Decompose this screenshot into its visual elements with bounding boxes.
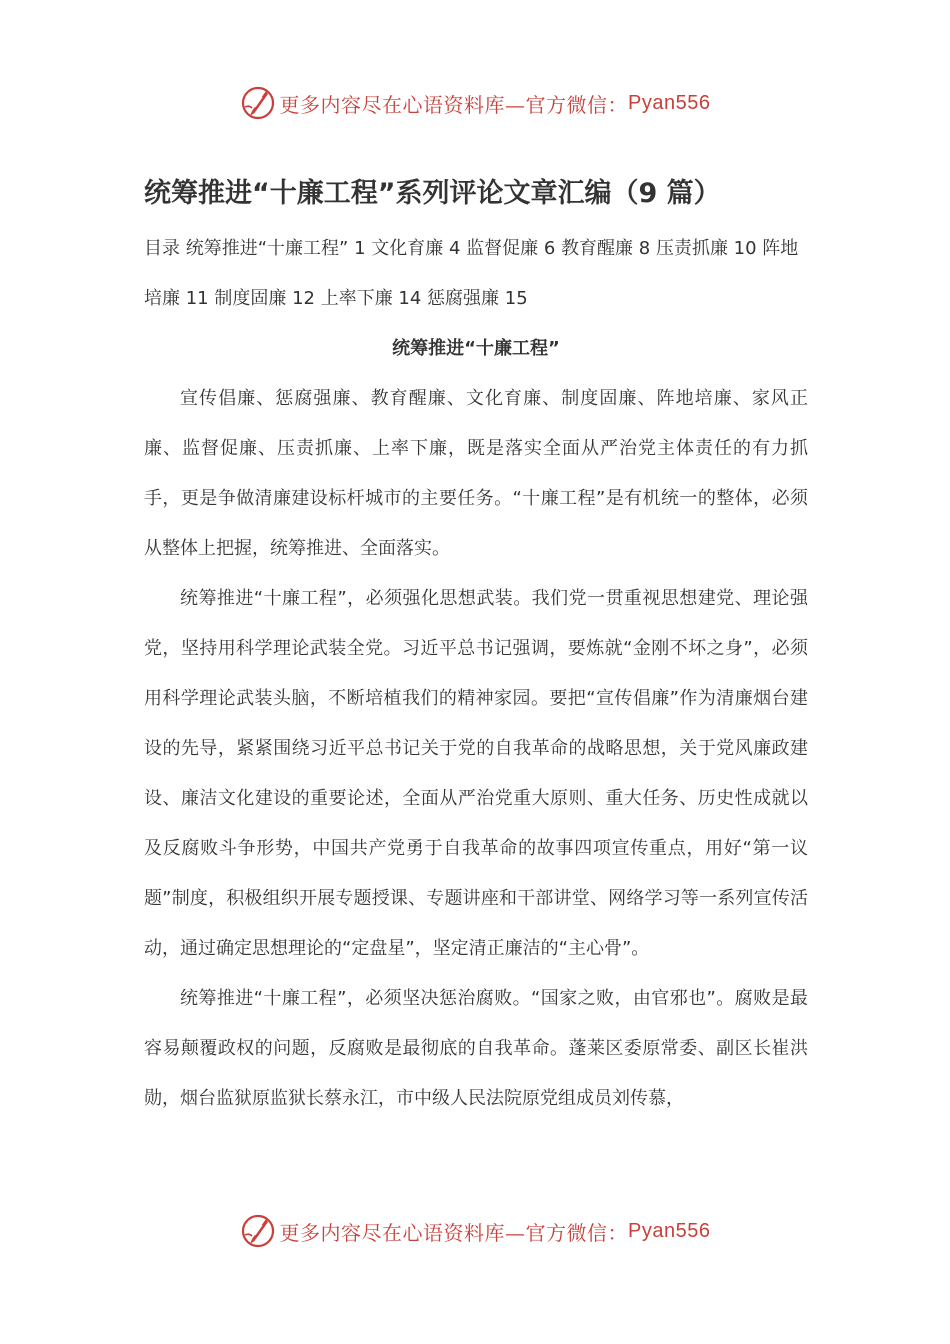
paragraph-2: 统筹推进“十廉工程”，必须强化思想武装。我们党一贯重视思想建党、理论强党，坚持用科学理论武装全党。习近平总书记强调，要炼就“金刚不坏之身”，必须用科学理论武装头脑，不断培植我们的精神家园。要把“宣传倡廉”作为清廉烟台建设的先导，紧紧围绕习近平总书记关于党的自我革命的战略思想，关于党风廉政建设、廉洁文化建设的重要论述，全面从严治党重大原则、重大任务、历史性成就以及反腐败斗争形势，中国共产党勇于自我革命的故事四项宣传重点，用好“第一议题”制度，积极组织开展专题授课、专题讲座和干部讲堂、网络学习等一系列宣传活动，通过确定思想理论的“定盘星”，坚定清正廉洁的“主心骨”。	[144, 588, 808, 959]
watermark-wechat-id: Pyan556	[628, 91, 711, 114]
watermark-banner-top	[0, 80, 950, 126]
paragraph-1: 宣传倡廉、惩腐强廉、教育醒廉、文化育廉、制度固廉、阵地培廉、家风正廉、监督促廉、压责抓廉、上率下廉，既是落实全面从严治党主体责任的有力抓手，更是争做清廉建设标杆城市的主要任务。“十廉工程”是有机统一的整体，必须从整体上把握，统筹推进、全面落实。	[144, 388, 808, 559]
quill-pen-circle-icon	[240, 85, 276, 121]
table-of-contents: 目录 统筹推进“十廉工程” 1 文化育廉 4 监督促廉 6 教育醒廉 8 压责抓廉 10 阵地培廉 11 制度固廉 12 上率下廉 14 惩腐强廉 15	[144, 238, 799, 309]
watermark-text: 更多内容尽在心语资料库—官方微信：	[279, 1220, 629, 1245]
document-body	[144, 170, 808, 1124]
watermark-banner-bottom	[0, 1208, 950, 1254]
watermark-wechat-id: Pyan556	[628, 1219, 711, 1242]
document-title: 统筹推进“十廉工程”系列评论文章汇编（9 篇）	[144, 178, 721, 209]
section-heading: 统筹推进“十廉工程”	[392, 338, 560, 359]
quill-pen-circle-icon	[240, 1213, 276, 1249]
watermark-text: 更多内容尽在心语资料库—官方微信：	[279, 92, 629, 117]
paragraph-3: 统筹推进“十廉工程”，必须坚决惩治腐败。“国家之败，由官邪也”。腐败是最容易颠覆政权的问题，反腐败是最彻底的自我革命。蓬莱区委原常委、副区长崔洪勋，烟台监狱原监狱长蔡永江，市中级人民法院原党组成员刘传慕，	[144, 988, 808, 1109]
